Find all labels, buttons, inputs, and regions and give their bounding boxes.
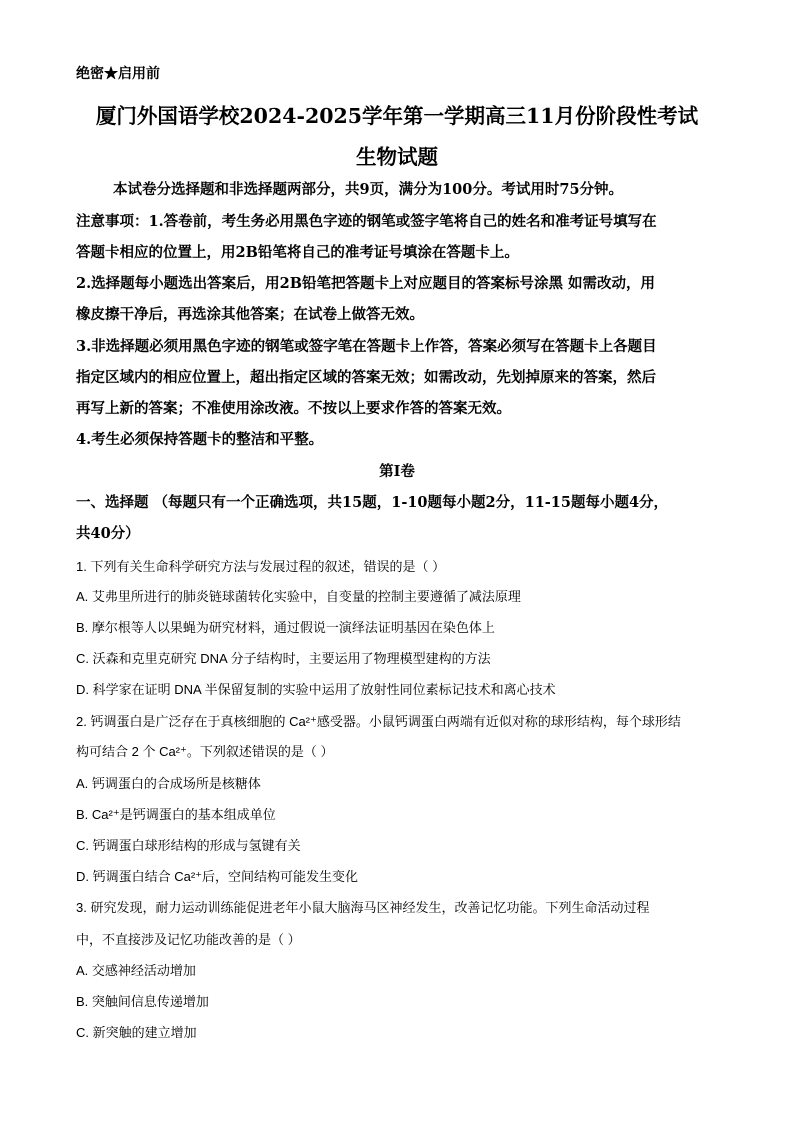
confidential-mark: 绝密★启用前 bbox=[76, 66, 160, 82]
note-line: 4.考生必须保持答题卡的整洁和平整。 bbox=[76, 431, 324, 448]
answer-option: D. 钙调蛋白结合 Ca²⁺后，空间结构可能发生变化 bbox=[76, 869, 359, 884]
exam-title: 厦门外国语学校2024-2025学年第一学期高三11月份阶段性考试 bbox=[95, 104, 699, 128]
answer-option: C. 新突触的建立增加 bbox=[76, 1025, 197, 1040]
note-line: 指定区域内的相应位置上，超出指定区域的答案无效；如需改动，先划掉原来的答案，然后 bbox=[76, 369, 656, 386]
note-line: 再写上新的答案；不准使用涂改液。不按以上要求作答的答案无效。 bbox=[76, 400, 511, 417]
answer-option: C. 钙调蛋白球形结构的形成与氢键有关 bbox=[76, 838, 301, 853]
answer-option: A. 钙调蛋白的合成场所是核糖体 bbox=[76, 776, 261, 791]
exam-subject-title: 生物试题 bbox=[356, 145, 438, 169]
question-stem: 3. 研究发现，耐力运动训练能促进老年小鼠大脑海马区神经发生，改善记忆功能。下列生命活动过程 bbox=[76, 900, 650, 915]
question-stem: 1. 下列有关生命科学研究方法与发展过程的叙述，错误的是（ ） bbox=[76, 559, 446, 574]
answer-option: A. 交感神经活动增加 bbox=[76, 963, 196, 978]
exam-intro: 本试卷分选择题和非选择题两部分，共9页，满分为100分。考试用时75分钟。 bbox=[113, 181, 624, 198]
question-stem-cont: 构可结合 2 个 Ca²⁺。下列叙述错误的是（ ） bbox=[76, 744, 334, 759]
note-line: 2.选择题每小题选出答案后，用2B铅笔把答题卡上对应题目的答案标号涂黑 如需改动，用 bbox=[76, 275, 656, 292]
volume-heading: 第Ⅰ卷 bbox=[379, 463, 415, 480]
note-line: 3.非选择题必须用黑色字迹的钢笔或签字笔在答题卡上作答，答案必须写在答题卡上各题目 bbox=[76, 338, 657, 355]
answer-option: B. 突触间信息传递增加 bbox=[76, 994, 209, 1009]
answer-option: C. 沃森和克里克研究 DNA 分子结构时，主要运用了物理模型建构的方法 bbox=[76, 651, 491, 666]
answer-option: B. Ca²⁺是钙调蛋白的基本组成单位 bbox=[76, 807, 276, 822]
question-stem: 2. 钙调蛋白是广泛存在于真核细胞的 Ca²⁺感受器。小鼠钙调蛋白两端有近似对称的球形结构，每个球形结 bbox=[76, 714, 681, 729]
question-stem-cont: 中，不直接涉及记忆功能改善的是（ ） bbox=[76, 932, 301, 947]
answer-option: A. 艾弗里所进行的肺炎链球菌转化实验中，自变量的控制主要遵循了减法原理 bbox=[76, 589, 521, 604]
section-heading-cont: 共40分） bbox=[76, 525, 140, 542]
answer-option: B. 摩尔根等人以果蝇为研究材料，通过假说一演绎法证明基因在染色体上 bbox=[76, 620, 495, 635]
note-line: 答题卡相应的位置上，用2B铅笔将自己的准考证号填涂在答题卡上。 bbox=[76, 244, 519, 261]
note-line: 橡皮擦干净后，再选涂其他答案；在试卷上做答无效。 bbox=[76, 306, 424, 323]
note-line: 注意事项：1.答卷前，考生务必用黑色字迹的钢笔或签字笔将自己的姓名和准考证号填写在 bbox=[76, 213, 657, 230]
section-heading: 一、选择题 （每题只有一个正确选项，共15题，1-10题每小题2分，11-15题每小题4分， bbox=[76, 494, 669, 511]
answer-option: D. 科学家在证明 DNA 半保留复制的实验中运用了放射性同位素标记技术和离心技术 bbox=[76, 682, 556, 697]
